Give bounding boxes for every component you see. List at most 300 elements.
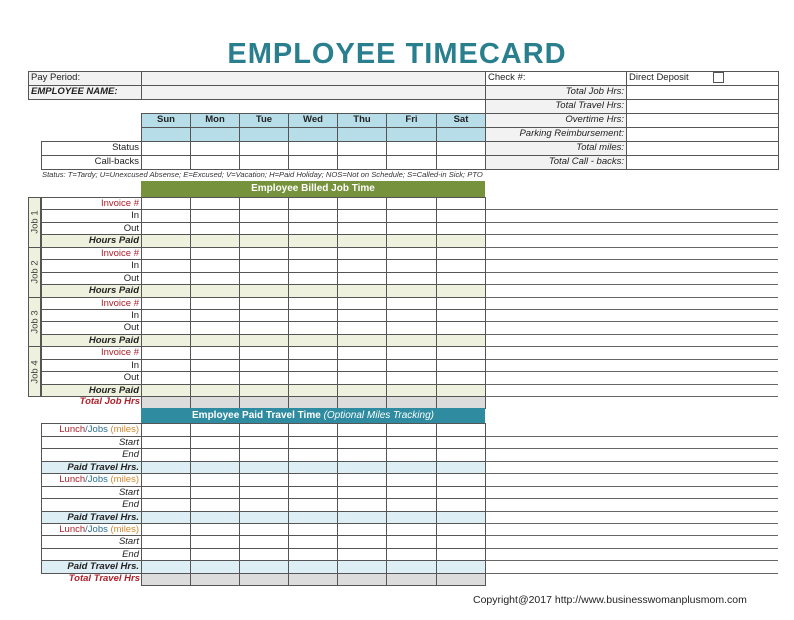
travel-cell-wed[interactable] (288, 548, 338, 561)
job-cell-wed[interactable] (288, 247, 338, 260)
travel-row-label: Start (41, 436, 142, 449)
date-cell-sun[interactable] (141, 127, 191, 142)
date-cell-sat[interactable] (436, 127, 486, 142)
travel-cell-fri[interactable] (386, 448, 437, 461)
job-row-label: Hours Paid (41, 284, 142, 297)
day-header-thu: Thu (337, 113, 387, 128)
travel-cell-sun[interactable] (141, 486, 191, 499)
job-row-label: Hours Paid (41, 384, 142, 397)
total-job-cell-fri[interactable] (386, 396, 437, 409)
travel-cell-mon[interactable] (190, 548, 240, 561)
job-cell-tue[interactable] (239, 284, 289, 297)
travel-cell-tue[interactable] (239, 486, 289, 499)
travel-row-label: Start (41, 486, 142, 499)
job-cell-fri[interactable] (386, 371, 437, 384)
job-cell-mon[interactable] (190, 222, 240, 235)
summary-value[interactable] (626, 99, 779, 114)
travel-cell-thu[interactable] (337, 548, 387, 561)
travel-cell-sun[interactable] (141, 423, 191, 436)
total-travel-cell-fri[interactable] (386, 573, 437, 586)
job-cell-sat[interactable] (436, 321, 486, 334)
total-travel-hrs-label: Total Travel Hrs (68, 572, 140, 584)
status-cell-wed[interactable] (288, 141, 338, 156)
job-cell-sun[interactable] (141, 247, 191, 260)
travel-cell-wed[interactable] (288, 461, 338, 474)
status-cell-tue[interactable] (239, 155, 289, 170)
job-cell-fri[interactable] (386, 222, 437, 235)
travel-cell-tue[interactable] (239, 448, 289, 461)
job-cell-fri[interactable] (386, 384, 437, 397)
total-travel-cell-tue[interactable] (239, 573, 289, 586)
travel-cell-fri[interactable] (386, 498, 437, 511)
total-travel-cell-mon[interactable] (190, 573, 240, 586)
job-cell-wed[interactable] (288, 259, 338, 272)
job-cell-thu[interactable] (337, 222, 387, 235)
job-cell-sun[interactable] (141, 197, 191, 210)
job-cell-mon[interactable] (190, 284, 240, 297)
total-travel-cell-wed[interactable] (288, 573, 338, 586)
date-cell-thu[interactable] (337, 127, 387, 142)
job-cell-tue[interactable] (239, 234, 289, 247)
travel-cell-wed[interactable] (288, 498, 338, 511)
job-cell-tue[interactable] (239, 197, 289, 210)
job-cell-sat[interactable] (436, 371, 486, 384)
job-cell-mon[interactable] (190, 197, 240, 210)
extension-line (485, 346, 778, 347)
jobs-text: /Jobs (85, 424, 111, 436)
job-cell-tue[interactable] (239, 334, 289, 347)
travel-cell-sat[interactable] (436, 535, 486, 548)
job-cell-sun[interactable] (141, 371, 191, 384)
job-row-label: Out (41, 222, 142, 235)
job-cell-mon[interactable] (190, 371, 240, 384)
travel-cell-tue[interactable] (239, 423, 289, 436)
travel-cell-sat[interactable] (436, 486, 486, 499)
job-cell-tue[interactable] (239, 384, 289, 397)
travel-cell-fri[interactable] (386, 461, 437, 474)
job-cell-thu[interactable] (337, 384, 387, 397)
travel-cell-wed[interactable] (288, 486, 338, 499)
job-cell-sun[interactable] (141, 334, 191, 347)
summary-label: Total miles: (485, 141, 627, 156)
job-cell-fri[interactable] (386, 346, 437, 359)
travel-cell-thu[interactable] (337, 448, 387, 461)
job-cell-sun[interactable] (141, 321, 191, 334)
job-cell-sun[interactable] (141, 234, 191, 247)
job-cell-mon[interactable] (190, 297, 240, 310)
job-cell-thu[interactable] (337, 346, 387, 359)
job-cell-sat[interactable] (436, 197, 486, 210)
lunch-text: Lunch (59, 424, 86, 436)
total-job-cell-mon[interactable] (190, 396, 240, 409)
job-cell-wed[interactable] (288, 346, 338, 359)
travel-cell-sun[interactable] (141, 560, 191, 573)
status-cell-mon[interactable] (190, 141, 240, 156)
direct-deposit-cell (626, 71, 779, 86)
travel-cell-thu[interactable] (337, 436, 387, 449)
job-row-label: Out (41, 321, 142, 334)
total-travel-cell-sat[interactable] (436, 573, 486, 586)
travel-title-note: (Optional Miles Tracking) (323, 410, 434, 422)
travel-cell-sat[interactable] (436, 523, 486, 536)
date-cell-mon[interactable] (190, 127, 240, 142)
job-cell-sun[interactable] (141, 272, 191, 285)
job-cell-tue[interactable] (239, 259, 289, 272)
job-cell-thu[interactable] (337, 371, 387, 384)
job-cell-tue[interactable] (239, 371, 289, 384)
travel-cell-wed[interactable] (288, 511, 338, 524)
travel-cell-thu[interactable] (337, 473, 387, 486)
travel-cell-tue[interactable] (239, 436, 289, 449)
travel-cell-thu[interactable] (337, 511, 387, 524)
job-cell-mon[interactable] (190, 309, 240, 322)
job-cell-fri[interactable] (386, 234, 437, 247)
job-cell-fri[interactable] (386, 272, 437, 285)
travel-cell-tue[interactable] (239, 535, 289, 548)
job-cell-tue[interactable] (239, 209, 289, 222)
job-cell-sat[interactable] (436, 259, 486, 272)
travel-row-label: Paid Travel Hrs. (41, 511, 142, 524)
total-job-cell-thu[interactable] (337, 396, 387, 409)
extension-line (485, 371, 778, 372)
status-cell-fri[interactable] (386, 155, 437, 170)
summary-label: Total Call - backs: (485, 155, 627, 170)
job-row-label: Invoice # (41, 197, 142, 210)
job-cell-wed[interactable] (288, 297, 338, 310)
job-cell-fri[interactable] (386, 259, 437, 272)
job-row-label: Invoice # (41, 346, 142, 359)
travel-cell-fri[interactable] (386, 486, 437, 499)
extension-line (485, 461, 778, 462)
status-cell-sun[interactable] (141, 141, 191, 156)
job-cell-thu[interactable] (337, 259, 387, 272)
job-cell-sun[interactable] (141, 297, 191, 310)
job-cell-sat[interactable] (436, 284, 486, 297)
extension-line (485, 473, 778, 474)
jobs-text: /Jobs (85, 474, 111, 486)
job-cell-wed[interactable] (288, 309, 338, 322)
extension-line (485, 359, 778, 360)
job-cell-sat[interactable] (436, 247, 486, 260)
job-cell-wed[interactable] (288, 359, 338, 372)
extension-line (485, 247, 778, 248)
job-cell-mon[interactable] (190, 334, 240, 347)
job-cell-wed[interactable] (288, 197, 338, 210)
extension-line (485, 209, 778, 210)
total-job-cell-tue[interactable] (239, 396, 289, 409)
travel-cell-sat[interactable] (436, 548, 486, 561)
travel-cell-wed[interactable] (288, 560, 338, 573)
status-cell-thu[interactable] (337, 155, 387, 170)
travel-cell-sun[interactable] (141, 511, 191, 524)
summary-value[interactable] (626, 127, 779, 142)
job-cell-wed[interactable] (288, 321, 338, 334)
travel-cell-mon[interactable] (190, 473, 240, 486)
job-cell-mon[interactable] (190, 247, 240, 260)
job-cell-wed[interactable] (288, 371, 338, 384)
job-cell-thu[interactable] (337, 247, 387, 260)
status-cell-sat[interactable] (436, 155, 486, 170)
travel-cell-sat[interactable] (436, 560, 486, 573)
job-cell-sat[interactable] (436, 359, 486, 372)
summary-label: Total Job Hrs: (485, 85, 627, 100)
job-cell-sun[interactable] (141, 346, 191, 359)
job-cell-wed[interactable] (288, 209, 338, 222)
travel-cell-thu[interactable] (337, 486, 387, 499)
job-row-label: Hours Paid (41, 234, 142, 247)
travel-cell-sun[interactable] (141, 535, 191, 548)
job-cell-sat[interactable] (436, 346, 486, 359)
travel-cell-sun[interactable] (141, 548, 191, 561)
extension-line (485, 222, 778, 223)
travel-cell-tue[interactable] (239, 498, 289, 511)
travel-cell-fri[interactable] (386, 560, 437, 573)
status-cell-sat[interactable] (436, 141, 486, 156)
status-legend: Status: T=Tardy; U=Unexcused Absense; E=Excused; V=Vacation; H=Paid Holiday; NOS=Not on Schedule; S=Called-in Sick; PTO (42, 170, 483, 179)
travel-cell-thu[interactable] (337, 461, 387, 474)
travel-cell-thu[interactable] (337, 423, 387, 436)
job-label-text: Job 4 (29, 360, 40, 384)
travel-cell-thu[interactable] (337, 498, 387, 511)
job-cell-sun[interactable] (141, 359, 191, 372)
travel-cell-sat[interactable] (436, 423, 486, 436)
miles-text: (miles) (110, 524, 139, 535)
travel-cell-wed[interactable] (288, 436, 338, 449)
job-cell-tue[interactable] (239, 297, 289, 310)
lunch-text: Lunch (59, 524, 86, 535)
travel-cell-sun[interactable] (141, 498, 191, 511)
extension-line (485, 523, 778, 524)
status-cell-mon[interactable] (190, 155, 240, 170)
job-cell-mon[interactable] (190, 359, 240, 372)
travel-cell-sat[interactable] (436, 436, 486, 449)
travel-cell-fri[interactable] (386, 423, 437, 436)
job-cell-fri[interactable] (386, 297, 437, 310)
travel-cell-sun[interactable] (141, 461, 191, 474)
direct-deposit-checkbox[interactable] (713, 72, 724, 83)
job-cell-thu[interactable] (337, 197, 387, 210)
job-cell-sat[interactable] (436, 384, 486, 397)
job-cell-tue[interactable] (239, 272, 289, 285)
job-row-label: Invoice # (41, 297, 142, 310)
travel-cell-sat[interactable] (436, 511, 486, 524)
total-travel-cell-thu[interactable] (337, 573, 387, 586)
travel-cell-sat[interactable] (436, 498, 486, 511)
total-travel-cell-sun[interactable] (141, 573, 191, 586)
travel-cell-mon[interactable] (190, 423, 240, 436)
job-cell-tue[interactable] (239, 321, 289, 334)
job-cell-sun[interactable] (141, 384, 191, 397)
travel-cell-wed[interactable] (288, 523, 338, 536)
travel-cell-tue[interactable] (239, 473, 289, 486)
job-cell-sat[interactable] (436, 334, 486, 347)
status-row-label: Call-backs (41, 155, 142, 170)
job-cell-fri[interactable] (386, 197, 437, 210)
travel-cell-tue[interactable] (239, 560, 289, 573)
summary-value[interactable] (626, 155, 779, 170)
job-cell-sat[interactable] (436, 222, 486, 235)
job-cell-wed[interactable] (288, 272, 338, 285)
travel-cell-thu[interactable] (337, 523, 387, 536)
travel-cell-mon[interactable] (190, 511, 240, 524)
travel-cell-fri[interactable] (386, 548, 437, 561)
job-cell-sun[interactable] (141, 284, 191, 297)
travel-cell-fri[interactable] (386, 523, 437, 536)
travel-cell-wed[interactable] (288, 448, 338, 461)
travel-cell-sat[interactable] (436, 448, 486, 461)
travel-cell-fri[interactable] (386, 535, 437, 548)
total-job-cell-sun[interactable] (141, 396, 191, 409)
extension-line (485, 234, 778, 235)
job-cell-fri[interactable] (386, 321, 437, 334)
travel-cell-fri[interactable] (386, 511, 437, 524)
job-cell-thu[interactable] (337, 321, 387, 334)
travel-cell-mon[interactable] (190, 448, 240, 461)
job-cell-thu[interactable] (337, 297, 387, 310)
travel-cell-wed[interactable] (288, 473, 338, 486)
travel-cell-sat[interactable] (436, 461, 486, 474)
travel-cell-tue[interactable] (239, 523, 289, 536)
job-cell-fri[interactable] (386, 334, 437, 347)
job-cell-thu[interactable] (337, 284, 387, 297)
travel-cell-sun[interactable] (141, 436, 191, 449)
day-header-sun: Sun (141, 113, 191, 128)
status-cell-sun[interactable] (141, 155, 191, 170)
page-title: EMPLOYEE TIMECARD (227, 38, 567, 70)
travel-cell-fri[interactable] (386, 436, 437, 449)
travel-cell-thu[interactable] (337, 560, 387, 573)
job-cell-thu[interactable] (337, 334, 387, 347)
job-cell-thu[interactable] (337, 272, 387, 285)
status-cell-thu[interactable] (337, 141, 387, 156)
job-cell-wed[interactable] (288, 384, 338, 397)
employee-name-field[interactable] (141, 85, 486, 100)
lunch-jobs-label (41, 423, 142, 436)
travel-cell-wed[interactable] (288, 423, 338, 436)
travel-cell-wed[interactable] (288, 535, 338, 548)
job-cell-sun[interactable] (141, 209, 191, 222)
extension-line (485, 498, 778, 499)
travel-cell-mon[interactable] (190, 436, 240, 449)
direct-deposit-label: Direct Deposit (629, 72, 689, 84)
job-cell-thu[interactable] (337, 209, 387, 222)
travel-cell-mon[interactable] (190, 461, 240, 474)
total-job-cell-sat[interactable] (436, 396, 486, 409)
job-cell-wed[interactable] (288, 334, 338, 347)
travel-cell-tue[interactable] (239, 548, 289, 561)
travel-cell-sat[interactable] (436, 473, 486, 486)
extension-line (485, 436, 778, 437)
job-label (28, 297, 41, 348)
travel-cell-mon[interactable] (190, 498, 240, 511)
job-cell-fri[interactable] (386, 247, 437, 260)
pay-period-field[interactable] (141, 71, 486, 86)
status-row-label: Status (41, 141, 142, 156)
travel-cell-tue[interactable] (239, 461, 289, 474)
travel-cell-mon[interactable] (190, 486, 240, 499)
extension-line (485, 486, 778, 487)
job-cell-fri[interactable] (386, 359, 437, 372)
date-cell-wed[interactable] (288, 127, 338, 142)
job-cell-tue[interactable] (239, 309, 289, 322)
summary-label: Total Travel Hrs: (485, 99, 627, 114)
travel-cell-sun[interactable] (141, 448, 191, 461)
travel-row-label: Paid Travel Hrs. (41, 560, 142, 573)
extension-line (485, 297, 778, 298)
job-cell-sun[interactable] (141, 259, 191, 272)
job-cell-sun[interactable] (141, 309, 191, 322)
job-cell-mon[interactable] (190, 234, 240, 247)
status-cell-fri[interactable] (386, 141, 437, 156)
lunch-text: Lunch (59, 474, 86, 486)
job-cell-fri[interactable] (386, 209, 437, 222)
travel-cell-fri[interactable] (386, 473, 437, 486)
summary-value[interactable] (626, 113, 779, 128)
job-cell-tue[interactable] (239, 359, 289, 372)
job-cell-wed[interactable] (288, 222, 338, 235)
job-cell-sat[interactable] (436, 272, 486, 285)
job-cell-mon[interactable] (190, 321, 240, 334)
job-cell-fri[interactable] (386, 284, 437, 297)
travel-cell-mon[interactable] (190, 560, 240, 573)
travel-cell-mon[interactable] (190, 523, 240, 536)
date-cell-fri[interactable] (386, 127, 437, 142)
check-number-label[interactable]: Check #: (485, 71, 627, 86)
job-cell-sat[interactable] (436, 297, 486, 310)
travel-cell-sun[interactable] (141, 473, 191, 486)
extension-line (485, 321, 778, 322)
job-cell-wed[interactable] (288, 234, 338, 247)
job-row-label: Out (41, 272, 142, 285)
job-cell-thu[interactable] (337, 359, 387, 372)
job-cell-mon[interactable] (190, 259, 240, 272)
extension-line (485, 448, 778, 449)
day-header-sat: Sat (436, 113, 486, 128)
extension-line (485, 272, 778, 273)
job-cell-mon[interactable] (190, 346, 240, 359)
travel-cell-mon[interactable] (190, 535, 240, 548)
job-cell-sat[interactable] (436, 209, 486, 222)
summary-value[interactable] (626, 141, 779, 156)
total-job-cell-wed[interactable] (288, 396, 338, 409)
job-cell-tue[interactable] (239, 222, 289, 235)
date-cell-tue[interactable] (239, 127, 289, 142)
job-cell-sat[interactable] (436, 234, 486, 247)
summary-value[interactable] (626, 85, 779, 100)
job-cell-tue[interactable] (239, 346, 289, 359)
job-cell-wed[interactable] (288, 284, 338, 297)
extension-line (485, 259, 778, 260)
job-cell-mon[interactable] (190, 209, 240, 222)
travel-cell-sun[interactable] (141, 523, 191, 536)
miles-text: (miles) (110, 424, 139, 436)
job-cell-thu[interactable] (337, 309, 387, 322)
status-cell-tue[interactable] (239, 141, 289, 156)
job-cell-sat[interactable] (436, 309, 486, 322)
travel-cell-tue[interactable] (239, 511, 289, 524)
job-cell-sun[interactable] (141, 222, 191, 235)
job-label (28, 247, 41, 298)
status-cell-wed[interactable] (288, 155, 338, 170)
job-cell-fri[interactable] (386, 309, 437, 322)
job-cell-thu[interactable] (337, 234, 387, 247)
travel-cell-thu[interactable] (337, 535, 387, 548)
job-cell-mon[interactable] (190, 272, 240, 285)
extension-line (485, 334, 778, 335)
job-row-label: In (41, 309, 142, 322)
job-cell-mon[interactable] (190, 384, 240, 397)
job-cell-tue[interactable] (239, 247, 289, 260)
